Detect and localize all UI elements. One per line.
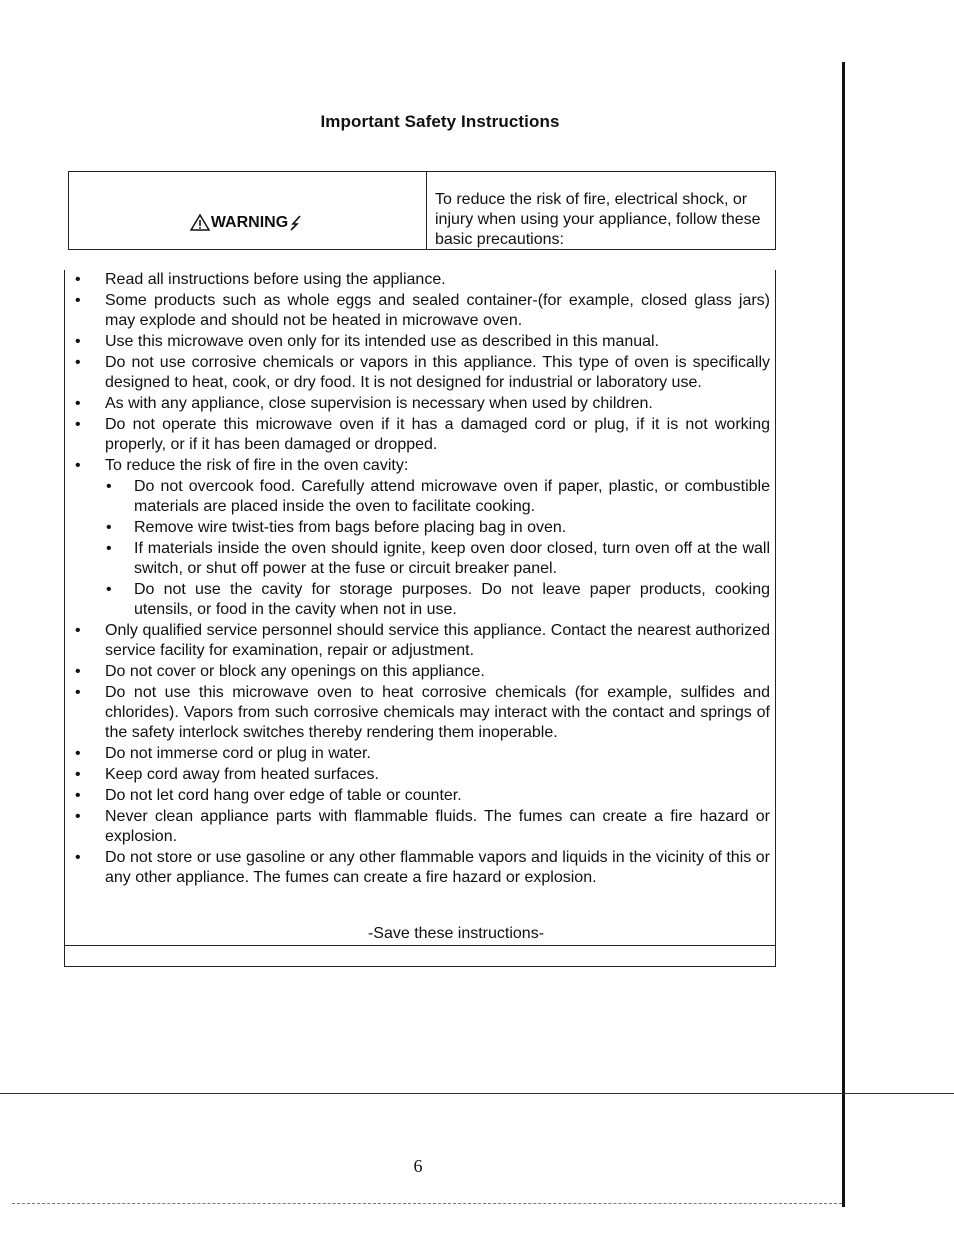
list-item: • Only qualified service personnel should service this appliance. Contact the nearest authorized service facility for examination, repair or adjustment. (105, 621, 770, 661)
list-item: • As with any appliance, close supervision is necessary when used by children. (105, 394, 770, 414)
warning-label-cell (69, 172, 427, 249)
list-item-fire-risk (105, 456, 770, 620)
list-item: • Read all instructions before using the appliance. (105, 270, 770, 290)
list-item: • Do not use this microwave oven to heat corrosive chemicals (for example, sulfides and chlorides). Vapors from such corrosive chemicals may interact with the contact and springs of the safety interlock switches thereby rendering them inoperable. (105, 683, 770, 743)
instructions-panel (64, 270, 776, 945)
sub-list-item: • Remove wire twist-ties from bags before placing bag in oven. (134, 518, 770, 538)
bottom-rule-box (64, 945, 776, 967)
scan-artifact-line (12, 1203, 842, 1204)
list-item: • Use this microwave oven only for its intended use as described in this manual. (105, 332, 770, 352)
page-number: 6 (413, 1156, 423, 1176)
list-item: • Keep cord away from heated surfaces. (105, 765, 770, 785)
warning-label-text: WARNING (210, 213, 289, 231)
fire-sublist (134, 477, 770, 620)
sub-list-item: • If materials inside the oven should ignite, keep oven door closed, turn oven off at the wall switch, or shut off power at the fuse or circuit breaker panel. (134, 539, 770, 579)
list-item-text: To reduce the risk of fire in the oven cavity: (105, 457, 409, 474)
page-title: Important Safety Instructions (320, 112, 560, 131)
instruction-list (105, 270, 770, 889)
lightning-icon (288, 215, 304, 231)
footer-divider (0, 1093, 954, 1094)
list-item: • Do not operate this microwave oven if it has a damaged cord or plug, if it is not working properly, or if it has been damaged or dropped. (105, 415, 770, 455)
warning-text: To reduce the risk of fire, electrical shock, or injury when using your appliance, follow these basic precautions: (435, 191, 761, 248)
list-item: • Never clean appliance parts with flammable fluids. The fumes can create a fire hazard or explosion. (105, 807, 770, 847)
sub-list-item: • Do not overcook food. Carefully attend microwave oven if paper, plastic, or combustible materials are placed inside the oven to facilitate cooking. (134, 477, 770, 517)
list-item: • Do not immerse cord or plug in water. (105, 744, 770, 764)
warning-label (190, 196, 305, 249)
warning-box (68, 171, 776, 250)
scan-edge-bar (842, 62, 845, 1207)
list-item: • Do not let cord hang over edge of table or counter. (105, 786, 770, 806)
list-item: • Some products such as whole eggs and sealed container-(for example, closed glass jars) may explode and should not be heated in microwave oven. (105, 291, 770, 331)
list-item: • Do not store or use gasoline or any other flammable vapors and liquids in the vicinity of this or any other appliance. The fumes can create a fire hazard or explosion. (105, 848, 770, 888)
sub-list-item: • Do not use the cavity for storage purposes. Do not leave paper products, cooking utensils, or food in the cavity when not in use. (134, 580, 770, 620)
list-item: • Do not cover or block any openings on this appliance. (105, 662, 770, 682)
list-item: • Do not use corrosive chemicals or vapors in this appliance. This type of oven is specifically designed to heat, cook, or dry food. It is not designed for industrial or laboratory use. (105, 353, 770, 393)
warning-triangle-icon (190, 214, 210, 231)
save-instructions-note: -Save these instructions- (367, 925, 545, 942)
